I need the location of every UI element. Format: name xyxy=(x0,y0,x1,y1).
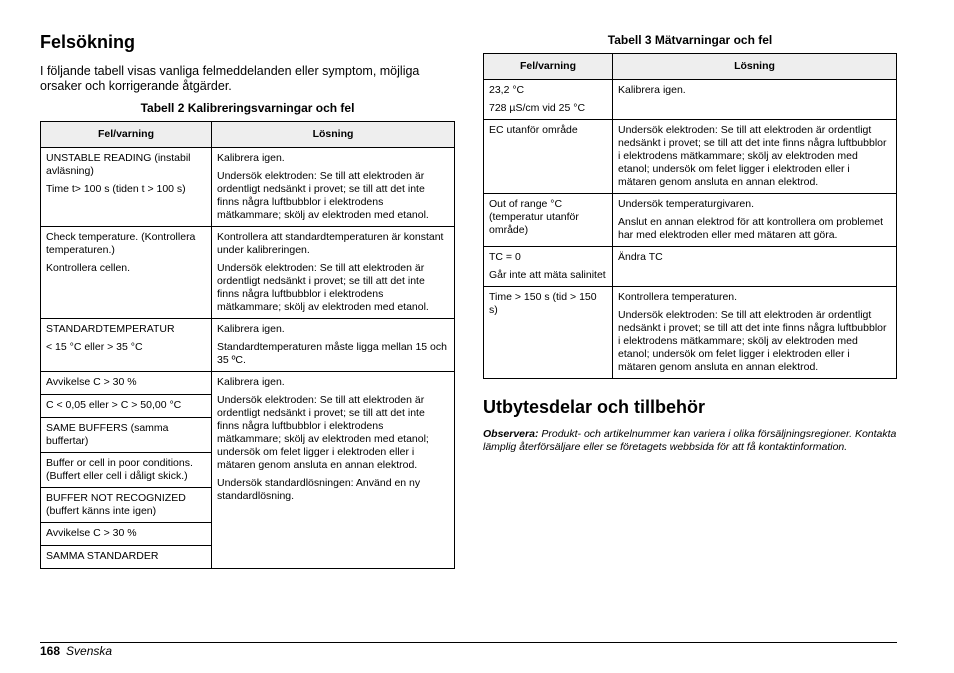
note-label: Observera: xyxy=(483,428,539,440)
table-header-row xyxy=(41,122,455,148)
page-footer xyxy=(40,644,112,658)
table-row xyxy=(484,120,897,194)
table-row xyxy=(484,80,897,120)
cell-text: Kontrollera temperaturen. xyxy=(618,291,738,303)
cell-text: UNSTABLE READING (instabil avläsning) xyxy=(46,152,191,177)
table-row xyxy=(41,227,455,319)
right-column xyxy=(483,30,897,454)
table-row xyxy=(484,287,897,379)
cell-text: Undersök temperaturgivaren. xyxy=(618,198,754,210)
note-paragraph xyxy=(483,428,897,454)
cell-text: Time t> 100 s (tiden t > 100 s) xyxy=(46,183,186,195)
cell-text: 728 µS/cm vid 25 °C xyxy=(489,102,586,114)
cell-text: Out of range °C (temperatur utanför område) xyxy=(489,198,579,236)
footer-divider xyxy=(40,642,897,643)
cell-text: Undersök elektroden: Se till att elektroden är ordentligt nedsänkt i provet; se till att det inte finns några luftbubblor i elektrodens mätkammare; skölj av elektroden med etanol; undersök om felet ligger i elektroden eller i mätaren genom ansluta en annan elektrod. xyxy=(217,394,429,471)
table-row xyxy=(484,247,897,287)
cell-fel xyxy=(484,194,613,247)
note-text: Produkt- och artikelnummer kan variera i olika försäljningsregioner. Kontakta lämplig återförsäljare eller se företagets webbsida för att få kontaktinformation. xyxy=(483,428,897,453)
section-heading-parts: Utbytesdelar och tillbehör xyxy=(483,397,706,417)
cell-fel xyxy=(484,247,613,287)
cell-text: Kalibrera igen. xyxy=(217,323,285,335)
header-losning: Lösning xyxy=(212,122,455,148)
cell-text: TC = 0 xyxy=(489,251,521,263)
cell-losning xyxy=(212,148,455,227)
cell-fel xyxy=(484,80,613,120)
cell-losning-group xyxy=(212,372,455,569)
cell-text: Time > 150 s (tid > 150 s) xyxy=(489,291,597,316)
cell-fel xyxy=(484,287,613,379)
cell-losning xyxy=(212,227,455,319)
cell-fel: BUFFER NOT RECOGNIZED (buffert känns inte igen) xyxy=(41,488,212,523)
cell-text: Anslut en annan elektrod för att kontrollera om problemet har med elektroden eller med mätaren att göra. xyxy=(618,216,883,241)
table-row xyxy=(484,194,897,247)
cell-fel: Buffer or cell in poor conditions. (Buffert eller cell i dåligt skick.) xyxy=(41,453,212,488)
cell-text: Undersök elektroden: Se till att elektroden är ordentligt nedsänkt i provet; se till att det inte finns några luftbubblor i elektrodens mätkammare; skölj av elektroden med etanol. xyxy=(217,262,429,313)
cell-text: EC utanför område xyxy=(489,124,578,136)
cell-text: Standardtemperaturen måste ligga mellan 15 och 35 ºC. xyxy=(217,341,447,366)
table-row xyxy=(41,148,455,227)
cell-fel xyxy=(41,227,212,319)
table2-caption: Tabell 2 Kalibreringsvarningar och fel xyxy=(140,101,355,115)
cell-fel: SAME BUFFERS (samma buffertar) xyxy=(41,418,212,453)
table-row xyxy=(41,319,455,372)
cell-text: < 15 °C eller > 35 °C xyxy=(46,341,143,353)
cell-text: Check temperature. (Kontrollera temperaturen.) xyxy=(46,231,196,256)
cell-text: Undersök elektroden: Se till att elektroden är ordentligt nedsänkt i provet; se till att det inte finns några luftbubblor i elektrodens mätkammare; skölj av elektroden med etanol; undersök om felet ligger i elektroden eller i mätaren genom ansluta en annan elektrod. xyxy=(618,309,887,373)
section-heading-troubleshooting: Felsökning xyxy=(40,32,136,52)
cell-losning xyxy=(613,80,897,120)
footer-language: Svenska xyxy=(66,644,113,658)
cell-text: Kontrollera cellen. xyxy=(46,262,131,274)
cell-fel: Avvikelse C > 30 % xyxy=(41,372,212,395)
cell-fel: Avvikelse C > 30 % xyxy=(41,523,212,546)
cell-text: 23,2 °C xyxy=(489,84,525,96)
cell-fel xyxy=(484,120,613,194)
cell-losning xyxy=(613,120,897,194)
cell-losning xyxy=(212,319,455,372)
cell-text: Undersök elektroden: Se till att elektroden är ordentligt nedsänkt i provet; se till att det inte finns några luftbubblor i elektrodens mätkammare; skölj av elektroden med etanol. xyxy=(217,170,429,221)
cell-text: Kalibrera igen. xyxy=(217,152,285,164)
cell-losning xyxy=(613,287,897,379)
cell-fel: C < 0,05 eller > C > 50,00 °C xyxy=(41,395,212,418)
cell-losning xyxy=(613,194,897,247)
cell-text: Går inte att mäta salinitet xyxy=(489,269,606,281)
measurement-table xyxy=(483,53,897,379)
cell-fel xyxy=(41,148,212,227)
calibration-table xyxy=(40,121,455,569)
cell-text: STANDARDTEMPERATUR xyxy=(46,323,175,335)
cell-text: Kontrollera att standardtemperaturen är konstant under kalibreringen. xyxy=(217,231,444,256)
cell-fel: SAMMA STANDARDER xyxy=(41,546,212,569)
cell-text: Undersök elektroden: Se till att elektroden är ordentligt nedsänkt i provet; se till att det inte finns några luftbubblor i elektrodens mätkammare; skölj av elektroden med etanol; undersök om felet ligger i elektroden eller i mätaren genom ansluta en annan elektrod. xyxy=(618,124,887,188)
table-header-row xyxy=(484,54,897,80)
cell-losning xyxy=(613,247,897,287)
cell-text: Kalibrera igen. xyxy=(217,376,285,388)
header-fel: Fel/varning xyxy=(484,54,613,80)
left-column xyxy=(40,30,455,569)
page-number: 168 xyxy=(40,644,61,658)
intro-paragraph: I följande tabell visas vanliga felmeddelanden eller symptom, möjliga orsaker och korrigerande åtgärder. xyxy=(40,64,420,93)
cell-text: Kalibrera igen. xyxy=(618,84,686,96)
table-row xyxy=(41,372,455,395)
cell-text: Undersök standardlösningen: Använd en ny standardlösning. xyxy=(217,477,421,502)
cell-text: Ändra TC xyxy=(618,251,663,263)
header-losning: Lösning xyxy=(613,54,897,80)
table3-caption: Tabell 3 Mätvarningar och fel xyxy=(607,33,773,47)
header-fel: Fel/varning xyxy=(41,122,212,148)
cell-fel xyxy=(41,319,212,372)
